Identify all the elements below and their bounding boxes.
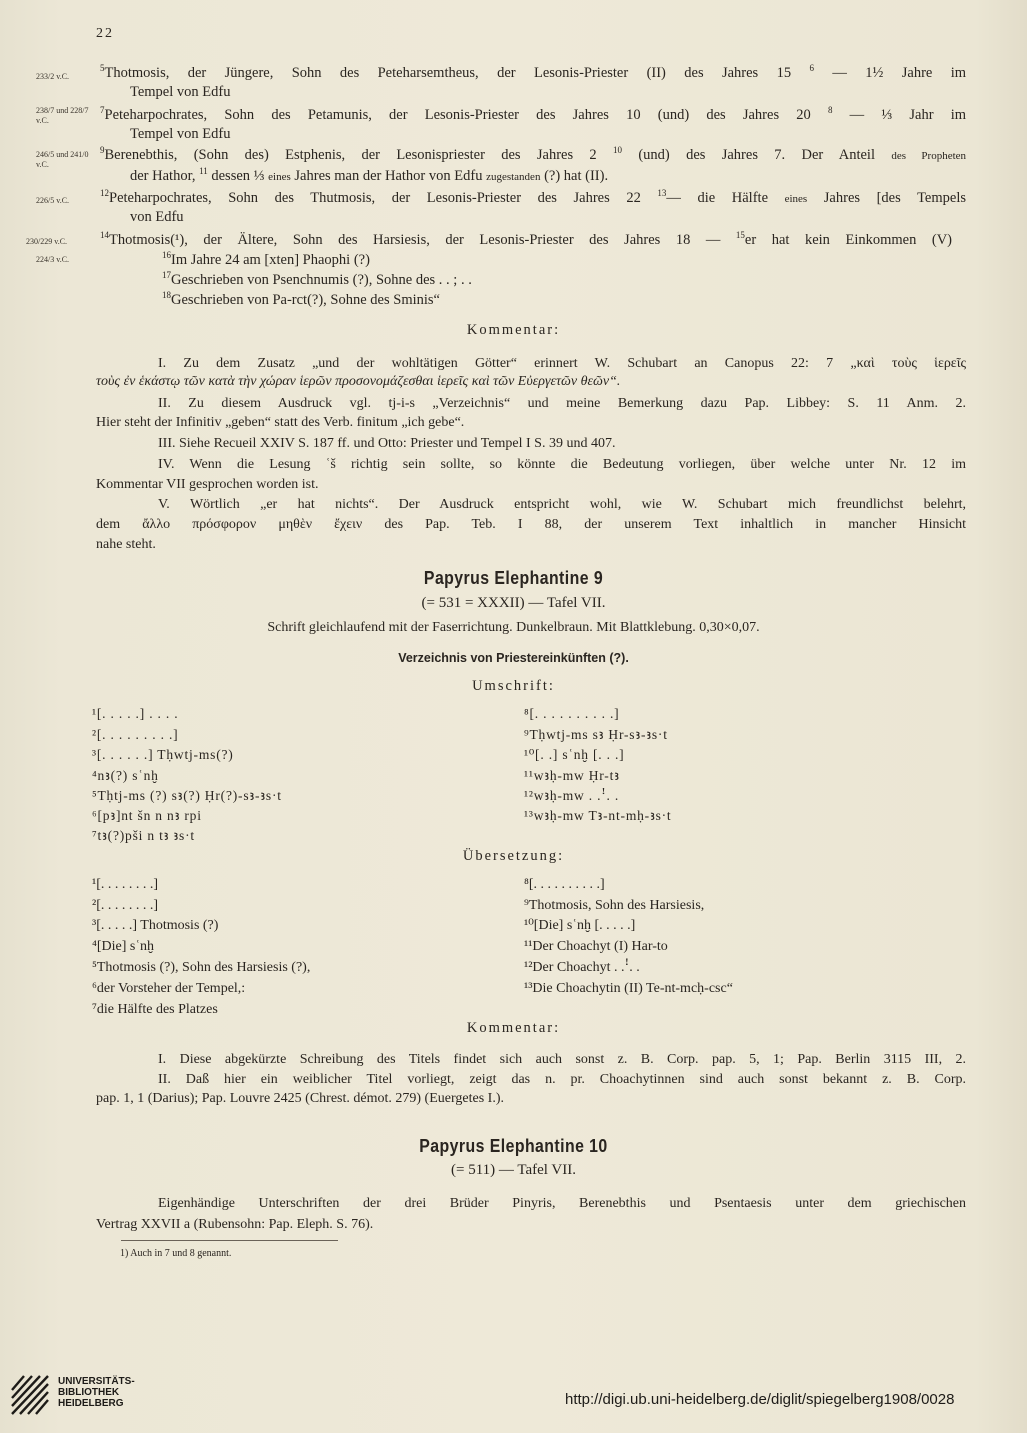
entry-line: $^{18}$Geschrieben von Pa-rct(?), Sohne des Sminis“ [162, 290, 440, 308]
section-subtitle: (= 531 = XXXII) — Tafel VII. [421, 595, 606, 611]
uebersetzung-line: ⁵Thotmosis (?), Sohn des Harsiesis (?), [92, 960, 311, 975]
entry-line: $^{17}$Geschrieben von Psenchnumis (?), Sohne des . . ; . . [162, 270, 472, 288]
uebersetzung-line: ³[. . . . .] Thotmosis (?) [92, 918, 219, 933]
library-logo-text: UNIVERSITÄTS- BIBLIOTHEK HEIDELBERG [58, 1376, 135, 1409]
kommentar-line: II. Zu diesem Ausdruck vgl. tj-i-s „Verzeichnis“ und meine Bemerkung dazu Pap. Libbey: S. 11 Anm. 2. [158, 396, 966, 411]
kommentar-line: III. Siehe Recueil XXIV S. 187 ff. und Otto: Priester und Tempel I S. 39 und 407. [158, 436, 616, 451]
umschrift-line: ⁷tꜣ(?)pši n tꜣ ꜣs·t [92, 828, 195, 843]
uebersetzung-line: ¹³Die Choachytin (II) Te-nt-mcḥ-csc“ [524, 981, 733, 996]
margin-date: 230/229 v.C. [26, 237, 68, 246]
uebersetzung-line: ⁴[Die] sʿnḫ [92, 939, 155, 954]
kommentar-line: Hier steht der Infinitiv „geben“ statt des Verb. finitum „ich gebe“. [96, 415, 465, 430]
kommentar-line: τοὺς ἐν ἑκάστῳ τῶν κατὰ τὴν χώραν ἱερῶν προσονομάζεσθαι ἱερεῖς καὶ τῶν Εὐεργετῶν θεῶν“. [96, 374, 621, 389]
margin-date: 224/3 v.C. [36, 255, 70, 264]
source-url-link[interactable]: http://digi.ub.uni-heidelberg.de/diglit/spiegelberg1908/0028 [565, 1391, 955, 1408]
kommentar-line: I. Zu dem Zusatz „und der wohltätigen Götter“ erinnert W. Schubart an Canopus 22: 7 „καὶ τοὺς ἱερεῖς [158, 356, 966, 371]
kommentar-line: IV. Wenn die Lesung ʿš richtig sein sollte, so könnte die Bedeutung vorliegen, über welche unter Nr. 12 im [158, 457, 966, 472]
uebersetzung-line: ²[. . . . . . . .] [92, 898, 159, 913]
section-subtitle: (= 511) — Tafel VII. [450, 1162, 577, 1178]
section-title: Papyrus Elephantine 10 [419, 1136, 608, 1156]
kommentar-line: nahe steht. [96, 537, 156, 552]
entry-continuation: der Hathor, $^{11}$ dessen ⅓ eines Jahres man der Hathor von Edfu zugestanden (?) hat (II). [130, 166, 609, 184]
margin-date: 226/5 v.C. [36, 196, 70, 205]
entry-continuation: von Edfu [130, 209, 184, 225]
kommentar-line: V. Wörtlich „er hat nichts“. Der Ausdruck entspricht wohl, wie W. Schubart mich freundlichst belehrt, [158, 497, 966, 512]
section-description: Schrift gleichlaufend mit der Faserrichtung. Dunkelbraun. Mit Blattklebung. 0,30×0,07. [267, 620, 760, 635]
kommentar-line: pap. 1, 1 (Darius); Pap. Louvre 2425 (Chrest. démot. 279) (Euergetes I.). [96, 1091, 504, 1106]
uebersetzung-line: ⁹Thotmosis, Sohn des Harsiesis, [524, 898, 705, 913]
entry-line: $^{14}$Thotmosis(¹), der Ältere, Sohn des Harsiesis, der Lesonis-Priester des Jahres 18 — $^{15}$er hat kein Einkommen (V) [100, 230, 953, 248]
margin-date: 233/2 v.C. [36, 72, 70, 81]
margin-date: 246/5 und 241/0 v.C. [36, 150, 89, 169]
entry-line: $^5$Thotmosis, der Jüngere, Sohn des Peteharsemtheus, der Lesonis-Priester (II) des Jahres 15 $^6$ — 1½ Jahre im [100, 63, 967, 81]
entry-continuation: Tempel von Edfu [130, 126, 231, 142]
kommentar-heading: Kommentar: [466, 322, 561, 338]
kommentar-line: II. Daß hier ein weiblicher Titel vorliegt, zeigt das n. pr. Choachytinnen sind auch sonst bekannt z. B. Corp. [158, 1072, 966, 1087]
kommentar-line: I. Diese abgekürzte Schreibung des Titels findet sich auch sonst z. B. Corp. pap. 5, 1; Pap. Berlin 3115 III, 2. [158, 1052, 966, 1067]
section-text: Vertrag XXVII a (Rubensohn: Pap. Eleph. S. 76). [96, 1217, 374, 1232]
entry-line: $^7$Peteharpochrates, Sohn des Petamunis, der Lesonis-Priester des Jahres 10 (und) des Jahres 20 $^8$ — ⅓ Jahr im [100, 105, 967, 123]
umschrift-heading: Umschrift: [472, 678, 555, 694]
section-title: Papyrus Elephantine 9 [423, 568, 604, 588]
umschrift-line: ⁵Tḥtj-ms (?) sꜣ(?) Ḥr(?)-sꜣ-ꜣs·t [92, 788, 282, 803]
page-number: 22 [96, 26, 114, 41]
section-text: Eigenhändige Unterschriften der drei Brüder Pinyris, Berenebthis und Psentaesis unter dem griechischen [158, 1196, 966, 1211]
uebersetzung-line: ⁷die Hälfte des Platzes [92, 1002, 218, 1017]
umschrift-line: ⁴nꜣ(?) sʿnḫ [92, 768, 159, 783]
uebersetzung-heading: Übersetzung: [462, 848, 565, 864]
uebersetzung-line: ¹¹Der Choachyt (I) Har-to [524, 939, 668, 954]
umschrift-line: ²[. . . . . . . . .] [92, 727, 179, 742]
footnote-rule [121, 1240, 338, 1241]
umschrift-line: ¹¹wꜣḥ-mw Ḥr-tꜣ [524, 768, 620, 783]
entry-line: $^9$Berenebthis, (Sohn des) Estphenis, der Lesonispriester des Jahres 2 $^{10}$ (und) des Jahres 7. Der Anteil des Propheten [100, 145, 967, 163]
section-heading: Verzeichnis von Priestereinkünften (?). [398, 651, 629, 665]
entry-line: $^{12}$Peteharpochrates, Sohn des Thutmosis, der Lesonis-Priester des Jahres 22 $^{13}$— die Hälfte eines Jahres [des Tempels [100, 188, 966, 206]
entry-continuation: Tempel von Edfu [130, 84, 231, 100]
uebersetzung-line: ¹⁰[Die] sʿnḫ [. . . . .] [524, 918, 636, 933]
library-logo-icon [8, 1370, 52, 1418]
umschrift-line: ¹[. . . . .] . . . . [92, 706, 179, 721]
uebersetzung-line: ¹[. . . . . . . .] [92, 877, 159, 892]
umschrift-line: ¹⁰[. .] sʿnḫ [. . .] [524, 747, 625, 762]
uebersetzung-line: ⁶der Vorsteher der Tempel,: [92, 981, 246, 996]
footnote: 1) Auch in 7 und 8 genannt. [120, 1248, 232, 1259]
umschrift-line: ⁸[. . . . . . . . . .] [524, 706, 620, 721]
umschrift-line: ⁶[pꜣ]nt šn n nꜣ rpi [92, 808, 202, 823]
uebersetzung-line: ⁸[. . . . . . . . . .] [524, 877, 605, 892]
umschrift-line: ⁹Tḥwtj-ms sꜣ Ḥr-sꜣ-ꜣs·t [524, 727, 668, 742]
entry-line: $^{16}$Im Jahre 24 am [xten] Phaophi (?) [162, 250, 370, 268]
kommentar-line: Kommentar VII gesprochen worden ist. [96, 477, 319, 492]
umschrift-line: ¹²wꜣḥ-mw . .ꜝ. . [524, 788, 620, 803]
umschrift-line: ³[. . . . . .] Tḥwtj-ms(?) [92, 747, 234, 762]
kommentar-heading: Kommentar: [466, 1020, 561, 1036]
margin-date: 238/7 und 228/7 v.C. [36, 106, 89, 125]
uebersetzung-line: ¹²Der Choachyt . .ꜝ. . [524, 960, 640, 975]
umschrift-line: ¹³wꜣḥ-mw Tꜣ-nt-mḥ-ꜣs·t [524, 808, 672, 823]
kommentar-line: dem ἄλλο πρόσφορον μηθὲν ἔχειν des Pap. Teb. I 88, der unserem Text inhaltlich in mancher Hinsicht [96, 517, 966, 532]
